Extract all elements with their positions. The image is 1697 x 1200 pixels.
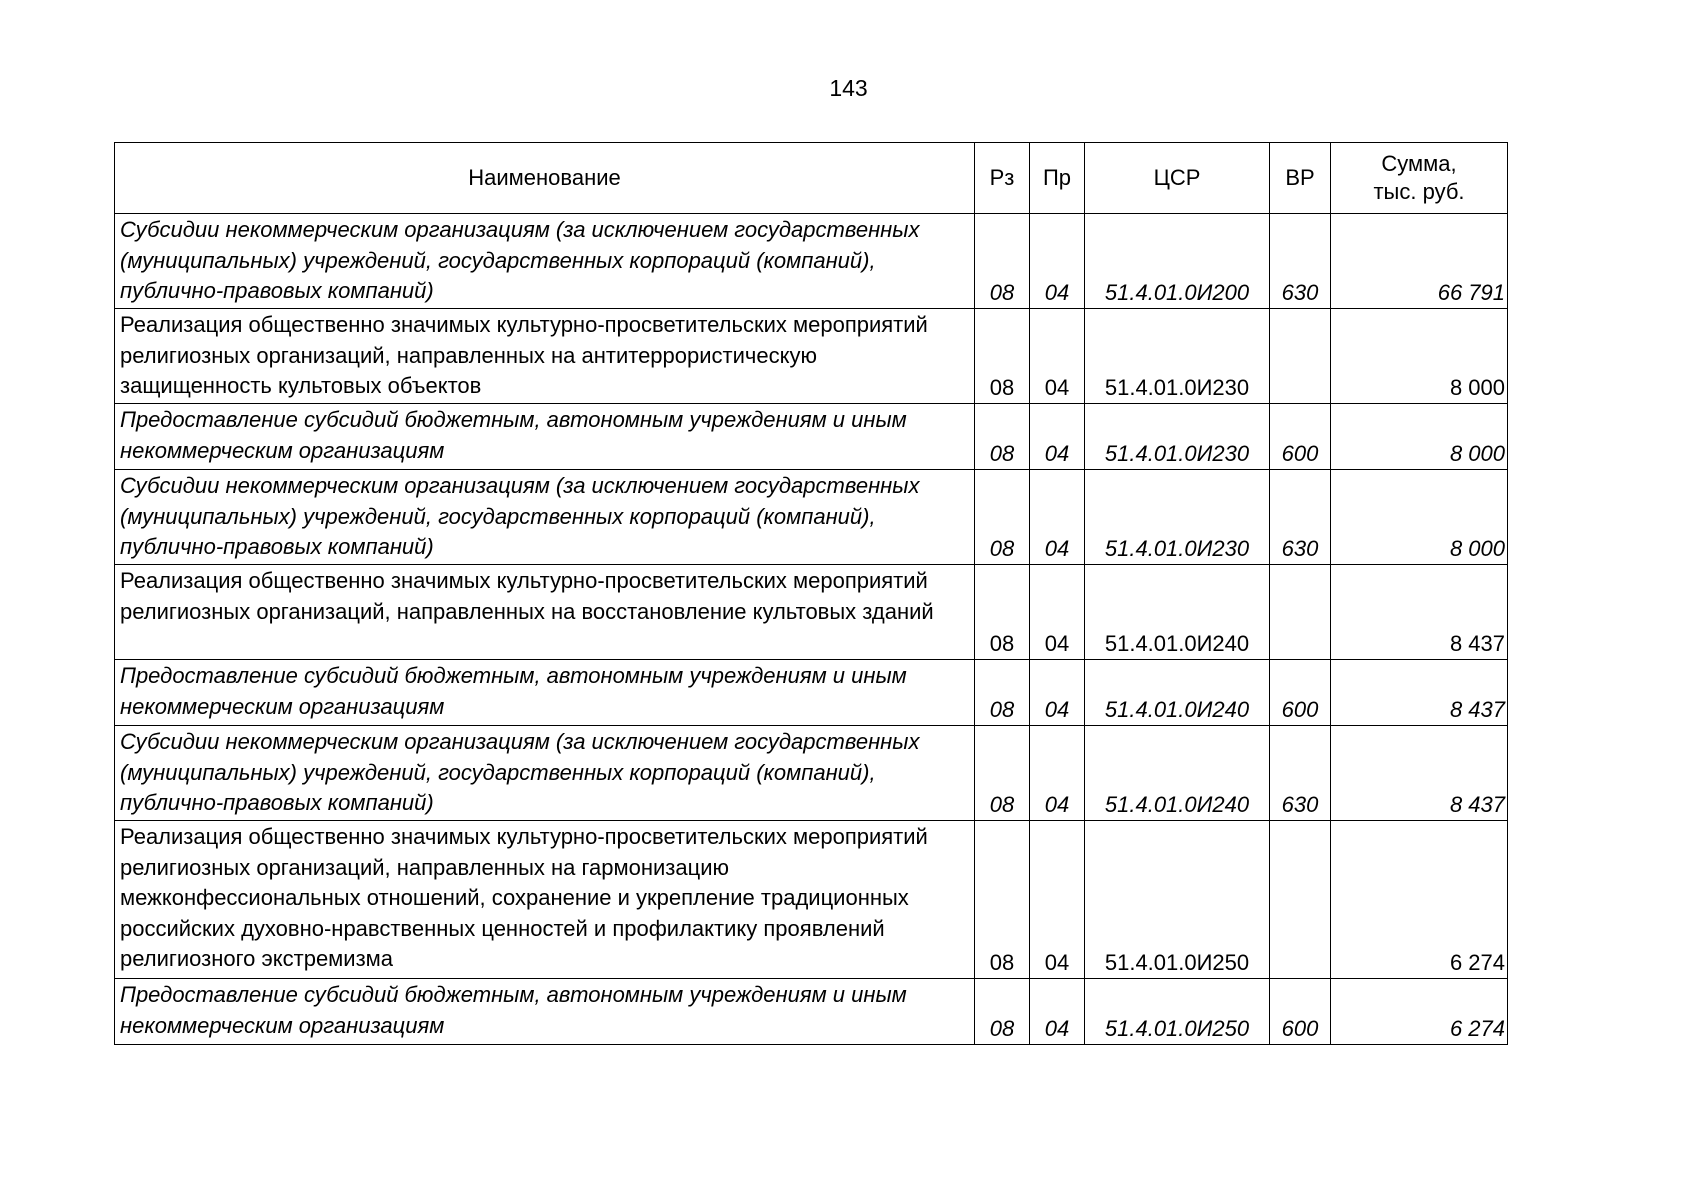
row-rz: 08 [975,660,1030,726]
row-pr: 04 [1030,470,1085,565]
page-number: 143 [829,75,868,101]
row-name: Субсидии некоммерческим организациям (за исключением государственных (муниципальных) учреждений, государственных корпораций (компаний), публично-правовых компаний) [115,726,975,821]
header-name: Наименование [115,143,975,214]
header-rz: Рз [975,143,1030,214]
row-vr: 600 [1270,660,1331,726]
row-pr: 04 [1030,979,1085,1045]
row-sum: 8 000 [1331,470,1508,565]
table-row [115,404,1508,470]
row-pr: 04 [1030,821,1085,979]
row-name: Субсидии некоммерческим организациям (за исключением государственных (муниципальных) учреждений, государственных корпораций (компаний), публично-правовых компаний) [115,470,975,565]
row-name: Реализация общественно значимых культурно-просветительских мероприятий религиозных организаций, направленных на антитеррористическую защищенность культовых объектов [115,309,975,404]
table-header-row [115,143,1508,214]
row-sum: 8 437 [1331,565,1508,660]
row-rz: 08 [975,309,1030,404]
row-sum: 6 274 [1331,979,1508,1045]
row-csr: 51.4.01.0И240 [1085,660,1270,726]
table-row [115,660,1508,726]
row-vr [1270,309,1331,404]
row-vr: 630 [1270,214,1331,309]
table-row [115,309,1508,404]
table-row [115,470,1508,565]
table-row [115,214,1508,309]
row-csr: 51.4.01.0И230 [1085,309,1270,404]
row-pr: 04 [1030,726,1085,821]
row-rz: 08 [975,214,1030,309]
row-csr: 51.4.01.0И240 [1085,565,1270,660]
row-name: Реализация общественно значимых культурно-просветительских мероприятий религиозных организаций, направленных на восстановление культовых зданий [115,565,975,660]
row-sum: 8 000 [1331,309,1508,404]
row-rz: 08 [975,565,1030,660]
row-csr: 51.4.01.0И240 [1085,726,1270,821]
table-row [115,565,1508,660]
row-name: Предоставление субсидий бюджетным, автономным учреждениям и иным некоммерческим организациям [115,404,975,470]
row-vr: 630 [1270,470,1331,565]
row-name: Предоставление субсидий бюджетным, автономным учреждениям и иным некоммерческим организациям [115,660,975,726]
header-csr: ЦСР [1085,143,1270,214]
table-row [115,821,1508,979]
row-pr: 04 [1030,565,1085,660]
row-vr: 630 [1270,726,1331,821]
row-pr: 04 [1030,404,1085,470]
header-vr: ВР [1270,143,1331,214]
row-rz: 08 [975,726,1030,821]
row-sum: 66 791 [1331,214,1508,309]
row-rz: 08 [975,821,1030,979]
row-pr: 04 [1030,309,1085,404]
row-sum: 8 437 [1331,726,1508,821]
row-pr: 04 [1030,660,1085,726]
row-name: Реализация общественно значимых культурно-просветительских мероприятий религиозных организаций, направленных на гармонизацию межконфессиональных отношений, сохранение и укрепление традиционных российских духовно-нравственных ценностей и профилактику проявлений религиозного экстремизма [115,821,975,979]
header-sum [1331,143,1508,214]
header-pr: Пр [1030,143,1085,214]
table-row [115,726,1508,821]
row-rz: 08 [975,404,1030,470]
row-sum: 6 274 [1331,821,1508,979]
table-row [115,979,1508,1045]
row-csr: 51.4.01.0И200 [1085,214,1270,309]
header-sum-line1: Сумма, [1381,151,1457,176]
row-vr: 600 [1270,979,1331,1045]
row-csr: 51.4.01.0И230 [1085,470,1270,565]
row-name: Субсидии некоммерческим организациям (за исключением государственных (муниципальных) учреждений, государственных корпораций (компаний), публично-правовых компаний) [115,214,975,309]
budget-table [114,142,1508,1045]
row-sum: 8 000 [1331,404,1508,470]
row-rz: 08 [975,470,1030,565]
row-vr: 600 [1270,404,1331,470]
row-rz: 08 [975,979,1030,1045]
row-vr [1270,821,1331,979]
row-pr: 04 [1030,214,1085,309]
row-vr [1270,565,1331,660]
row-sum: 8 437 [1331,660,1508,726]
row-csr: 51.4.01.0И230 [1085,404,1270,470]
row-csr: 51.4.01.0И250 [1085,979,1270,1045]
row-name: Предоставление субсидий бюджетным, автономным учреждениям и иным некоммерческим организациям [115,979,975,1045]
header-sum-line2: тыс. руб. [1373,179,1465,204]
row-csr: 51.4.01.0И250 [1085,821,1270,979]
